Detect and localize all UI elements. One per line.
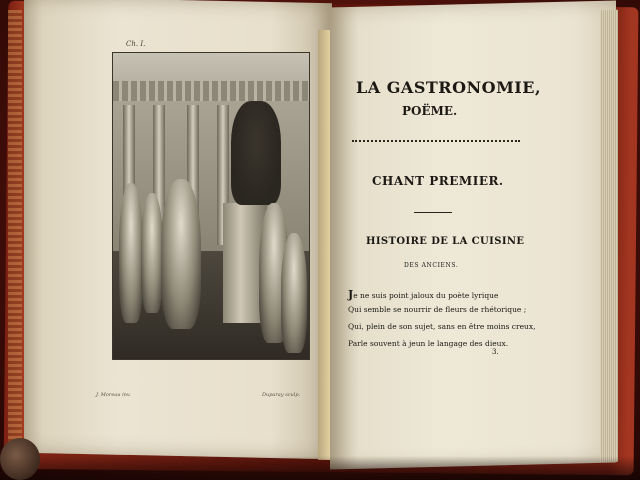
page-number: 3. [492, 348, 499, 356]
engraving-figure [281, 233, 307, 353]
verse-text: Qui, plein de son sujet, sans en être moins creux, [348, 322, 536, 331]
hand-holding-book [0, 438, 40, 480]
engraving-figure [161, 179, 201, 329]
book-subtitle: POËME. [402, 104, 458, 118]
chant-heading: CHANT PREMIER. [372, 174, 504, 188]
verse-line [348, 288, 498, 301]
verse-line [348, 339, 508, 348]
book-title: LA GASTRONOMIE, [356, 78, 542, 97]
dotted-rule [352, 140, 520, 142]
page-edges [600, 10, 618, 462]
engraving-figure [119, 183, 143, 323]
plate-label: Ch. I. [126, 40, 146, 48]
engraving-credit-right: Duparay sculp. [262, 392, 301, 398]
section-heading: HISTOIRE DE LA CUISINE [366, 236, 525, 247]
engraving-statue [231, 101, 281, 205]
drop-cap: J [348, 288, 354, 301]
verse-line [348, 305, 526, 314]
verse-text: e ne suis point jaloux du poète lyrique [353, 291, 499, 300]
engraving-credit-left: J. Moreau inv. [96, 392, 131, 398]
verse-line [348, 322, 535, 331]
frontispiece-engraving [112, 52, 310, 360]
bottom-shadow [0, 456, 640, 480]
section-subheading: DES ANCIENS. [404, 262, 459, 269]
verse-text: Qui semble se nourrir de fleurs de rhétorique ; [348, 305, 527, 314]
short-rule [414, 212, 452, 213]
engraving-ceiling [113, 81, 309, 101]
verse-text: Parle souvent à jeun le langage des dieux. [348, 339, 509, 348]
engraving-figure [141, 193, 163, 313]
right-page [330, 1, 616, 470]
binding-gilt-edge [8, 10, 22, 460]
